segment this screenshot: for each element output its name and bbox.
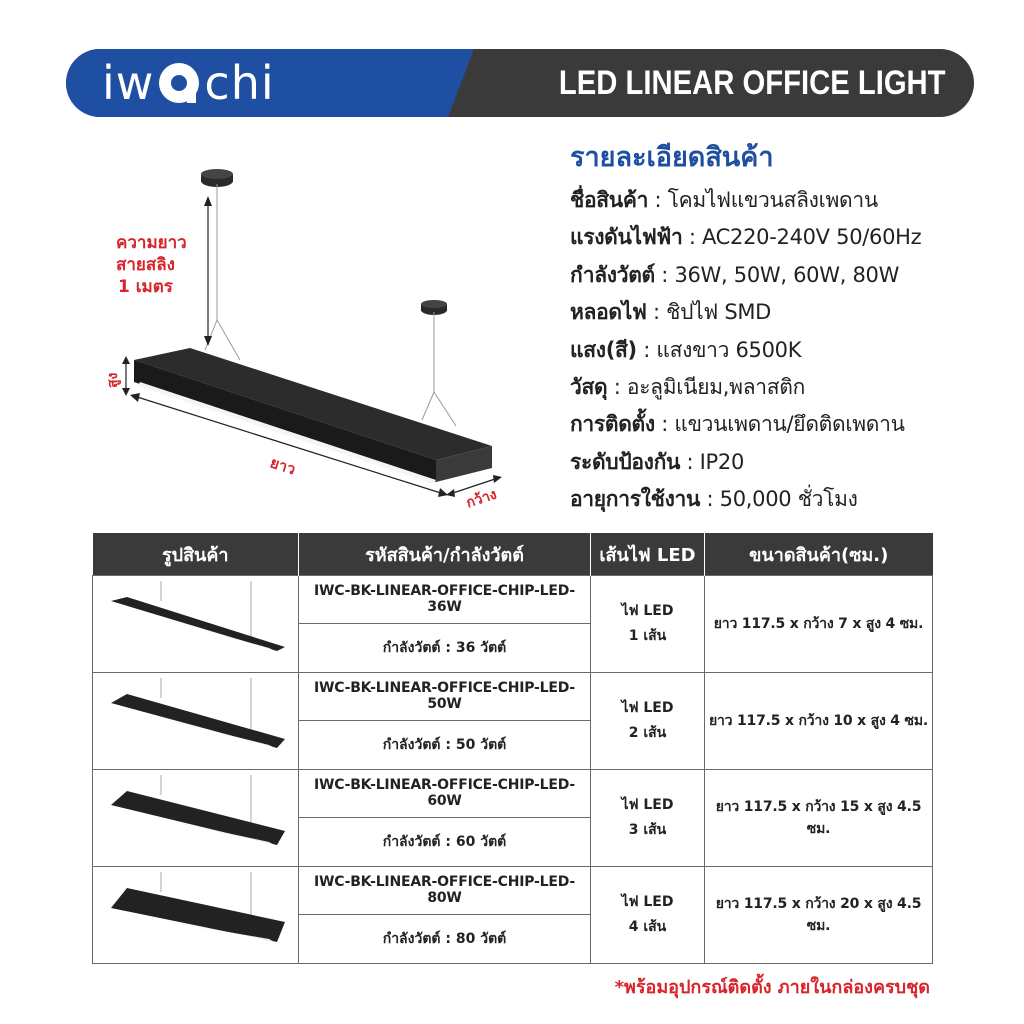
- product-thumbnail: [93, 770, 299, 867]
- col-header-led: เส้นไฟ LED: [591, 533, 705, 576]
- led-line-1: ไฟ LED: [621, 894, 674, 910]
- led-count: [591, 867, 705, 964]
- spec-row: [570, 294, 1010, 331]
- product-power: กำลังวัตต์ : 50 วัตต์: [299, 720, 591, 769]
- logo-a-mark: [156, 60, 202, 106]
- table-row: [93, 576, 933, 624]
- led-line-2: 3 เส้น: [628, 822, 667, 838]
- product-power: กำลังวัตต์ : 60 วัตต์: [299, 817, 591, 866]
- led-count: [591, 576, 705, 673]
- product-code: IWC-BK-LINEAR-OFFICE-CHIP-LED-80W: [299, 867, 591, 915]
- led-count: [591, 673, 705, 770]
- led-count: [591, 770, 705, 867]
- spec-key: อายุการใช้งาน: [570, 487, 701, 512]
- spec-row: [570, 481, 1010, 518]
- led-line-2: 2 เส้น: [628, 725, 667, 741]
- spec-key: แรงดันไฟฟ้า: [570, 225, 683, 250]
- spec-separator: :: [636, 337, 657, 362]
- spec-separator: :: [682, 225, 702, 250]
- length-label: ยาว: [267, 453, 298, 479]
- col-header-size: ขนาดสินค้า(ซม.): [705, 533, 933, 576]
- product-thumbnail: [93, 576, 299, 673]
- cable-length-label: ความยาว สายสลิง 1 เมตร: [116, 233, 187, 297]
- brand-logo: iw chi: [102, 56, 275, 110]
- led-line-1: ไฟ LED: [621, 700, 674, 716]
- footnote: *พร้อมอุปกรณ์ติดตั้ง ภายในกล่องครบชุด: [614, 977, 930, 998]
- spec-key: กำลังวัตต์: [570, 262, 655, 287]
- spec-row: [570, 182, 1010, 219]
- product-code: IWC-BK-LINEAR-OFFICE-CHIP-LED-50W: [299, 673, 591, 721]
- led-line-1: ไฟ LED: [621, 603, 674, 619]
- product-size: ยาว 117.5 x กว้าง 15 x สูง 4.5 ซม.: [705, 770, 933, 867]
- product-size: ยาว 117.5 x กว้าง 10 x สูง 4 ซม.: [705, 673, 933, 770]
- spec-key: แสง(สี): [570, 337, 637, 362]
- product-size: ยาว 117.5 x กว้าง 20 x สูง 4.5 ซม.: [705, 867, 933, 964]
- page-title: LED LINEAR OFFICE LIGHT: [559, 64, 946, 102]
- spec-value: AC220-240V 50/60Hz: [701, 225, 922, 250]
- product-thumbnail: [93, 673, 299, 770]
- width-label: กว้าง: [464, 486, 499, 512]
- led-line-1: ไฟ LED: [621, 797, 674, 813]
- spec-row: [570, 257, 1010, 294]
- spec-key: หลอดไฟ: [570, 300, 647, 325]
- spec-key: ระดับป้องกัน: [570, 449, 681, 474]
- spec-value: แขวนเพดาน/ยึดติดเพดาน: [674, 412, 905, 437]
- spec-row: [570, 332, 1010, 369]
- spec-separator: :: [680, 449, 700, 474]
- spec-key: ชื่อสินค้า: [570, 188, 649, 212]
- spec-row: [570, 406, 1010, 443]
- header-banner: [66, 49, 974, 117]
- table-row: [93, 770, 933, 818]
- spec-separator: :: [654, 412, 675, 437]
- product-power: กำลังวัตต์ : 80 วัตต์: [299, 914, 591, 963]
- spec-value: ชิปไฟ SMD: [666, 300, 772, 325]
- lamp-illustration: [100, 160, 530, 520]
- details-title: รายละเอียดสินค้า: [570, 142, 774, 173]
- led-line-2: 1 เส้น: [628, 628, 667, 644]
- product-code: IWC-BK-LINEAR-OFFICE-CHIP-LED-60W: [299, 770, 591, 818]
- table-row: [93, 673, 933, 721]
- spec-separator: :: [607, 374, 627, 399]
- spec-row: [570, 444, 1010, 481]
- spec-value: อะลูมิเนียม,พลาสติก: [626, 374, 806, 399]
- spec-separator: :: [700, 487, 720, 512]
- product-table: [92, 533, 933, 964]
- col-header-code: รหัสสินค้า/กำลังวัตต์: [299, 533, 591, 576]
- spec-row: [570, 219, 1010, 256]
- spec-value: 36W, 50W, 60W, 80W: [674, 262, 900, 287]
- spec-value: โคมไฟแขวนสลิงเพดาน: [667, 188, 878, 212]
- led-line-2: 4 เส้น: [628, 919, 667, 935]
- spec-value: แสงขาว 6500K: [656, 337, 802, 362]
- product-power: กำลังวัตต์ : 36 วัตต์: [299, 623, 591, 672]
- product-details: [570, 138, 1010, 519]
- spec-list: [570, 182, 1010, 519]
- table-body: [93, 576, 933, 964]
- product-thumbnail: [93, 867, 299, 964]
- spec-separator: :: [654, 262, 675, 287]
- spec-key: วัสดุ: [570, 374, 608, 399]
- table-header-row: [93, 533, 933, 576]
- spec-value: IP20: [699, 449, 745, 474]
- product-size: ยาว 117.5 x กว้าง 7 x สูง 4 ซม.: [705, 576, 933, 673]
- col-header-image: รูปสินค้า: [93, 533, 299, 576]
- spec-separator: :: [646, 300, 667, 325]
- product-code: IWC-BK-LINEAR-OFFICE-CHIP-LED-36W: [299, 576, 591, 624]
- product-diagram: [100, 160, 530, 520]
- spec-separator: :: [648, 188, 668, 212]
- table-row: [93, 867, 933, 915]
- spec-key: การติดตั้ง: [570, 412, 655, 437]
- spec-row: [570, 369, 1010, 406]
- height-label: สูง: [105, 372, 121, 388]
- spec-value: 50,000 ชั่วโมง: [719, 487, 858, 512]
